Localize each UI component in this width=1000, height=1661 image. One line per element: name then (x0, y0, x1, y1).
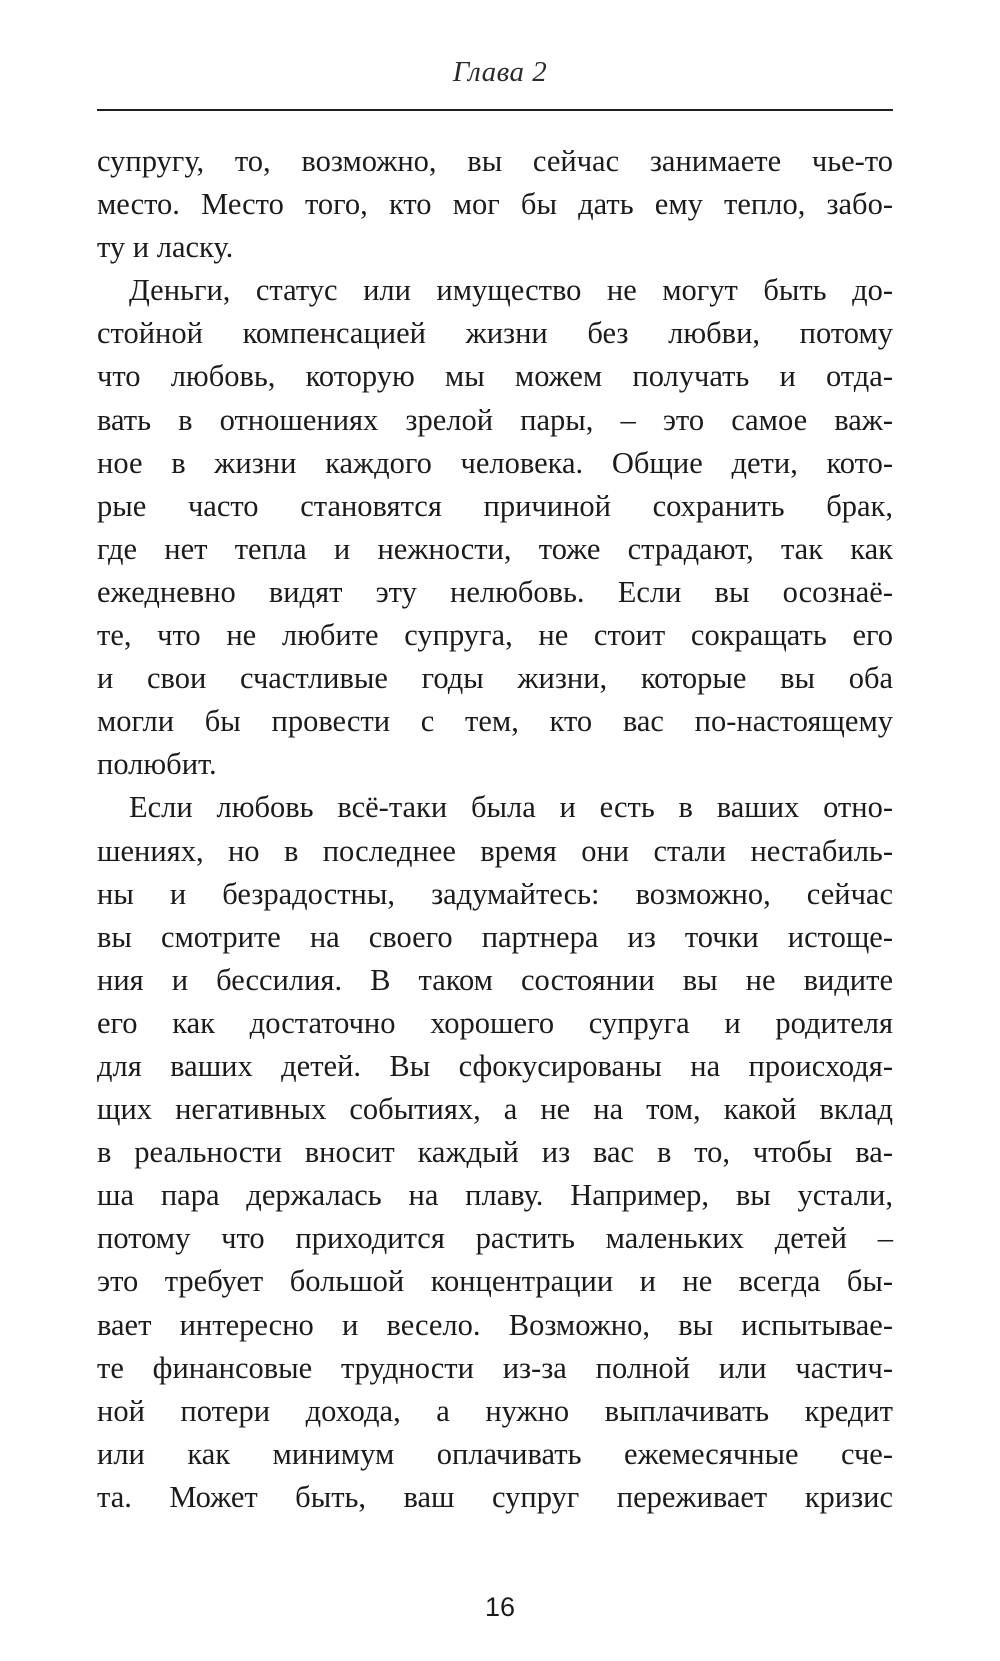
text-line: в реальности вносит каждый из вас в то, чтобы ва- (97, 1135, 893, 1170)
text-line: вы смотрите на своего партнера из точки истоще- (97, 919, 893, 954)
text-line: ния и бессилия. В таком состоянии вы не видите (97, 962, 893, 997)
text-line: ны и безрадостны, задумайтесь: возможно, сейчас (97, 876, 893, 911)
text-line: место. Место того, кто мог бы дать ему тепло, забо- (97, 187, 893, 222)
text-line: ное в жизни каждого человека. Общие дети, кото- (97, 445, 893, 480)
text-line: те, что не любите супруга, не стоит сокращать его (97, 618, 893, 653)
text-line: щих негативных событиях, а не на том, какой вклад (97, 1092, 893, 1127)
text-line: для ваших детей. Вы сфокусированы на происходя- (97, 1048, 893, 1083)
page-number: 16 (484, 1592, 516, 1622)
text-line: могли бы провести с тем, кто вас по-настоящему (97, 704, 893, 739)
text-line: супругу, то, возможно, вы сейчас занимаете чье-то (97, 144, 893, 178)
text-line: шениях, но в последнее время они стали нестабиль- (97, 833, 893, 868)
header-rule (97, 109, 893, 111)
text-line: полюбит. (97, 747, 217, 782)
text-line: вает интересно и весело. Возможно, вы испытывае- (97, 1307, 893, 1342)
text-line: Деньги, статус или имущество не могут быть до- (129, 273, 893, 308)
text-line: это требует большой концентрации и не всегда бы- (97, 1264, 893, 1299)
text-line: ту и ласку. (97, 230, 234, 265)
text-line: вать в отношениях зрелой пары, – это самое важ- (97, 402, 893, 437)
text-line: стойной компенсацией жизни без любви, потому (97, 316, 893, 351)
text-line: Если любовь всё-таки была и есть в ваших отно- (129, 790, 893, 825)
body-text (97, 140, 893, 1519)
text-line: или как минимум оплачивать ежемесячные сче- (97, 1436, 893, 1471)
text-line: ежедневно видят эту нелюбовь. Если вы осознаё- (97, 574, 893, 609)
text-line: ной потери дохода, а нужно выплачивать кредит (97, 1393, 893, 1428)
text-line: и свои счастливые годы жизни, которые вы оба (97, 661, 893, 696)
text-line: что любовь, которую мы можем получать и отда- (97, 359, 893, 394)
text-line: те финансовые трудности из-за полной или частич- (97, 1350, 893, 1385)
text-line: где нет тепла и нежности, тоже страдают, так как (97, 531, 893, 566)
chapter-running-head: Глава 2 (452, 56, 548, 88)
text-line: потому что приходится растить маленьких детей – (97, 1221, 893, 1256)
text-line: рые часто становятся причиной сохранить брак, (97, 488, 893, 523)
text-line: ша пара держалась на плаву. Например, вы устали, (97, 1178, 893, 1213)
text-line: та. Может быть, ваш супруг переживает кризис (97, 1479, 893, 1514)
text-line: его как достаточно хорошего супруга и родителя (97, 1005, 893, 1040)
